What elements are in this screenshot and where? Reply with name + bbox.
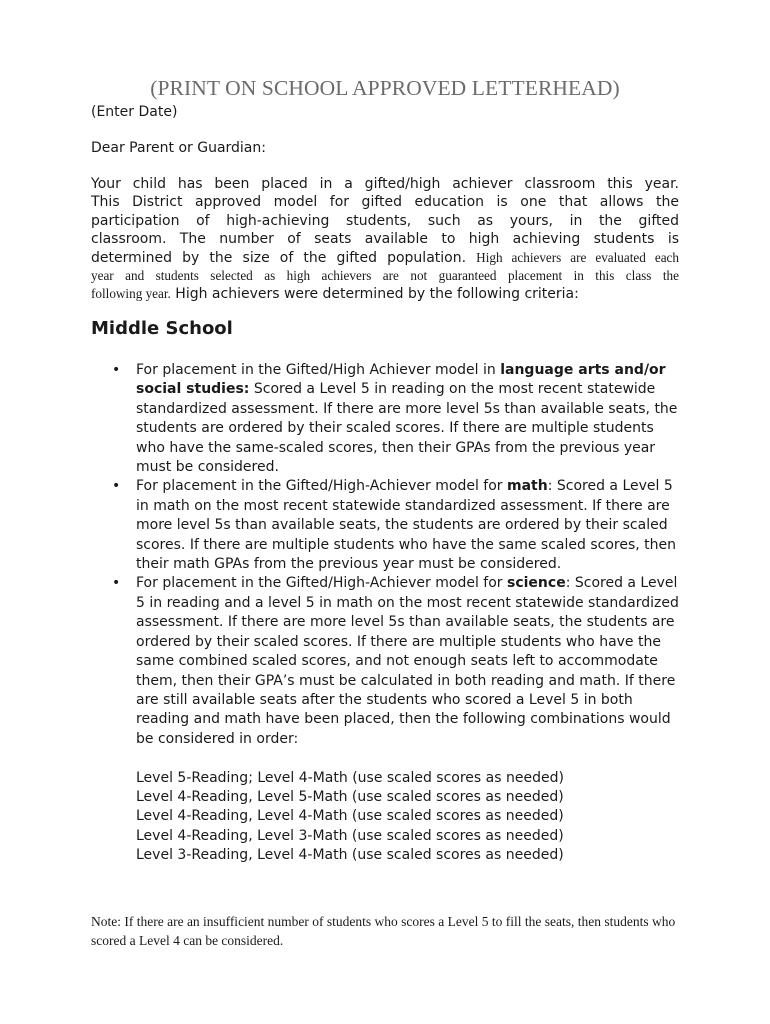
- intro-line: participation of high-achieving students, such as yours, in the gifted: [91, 212, 679, 229]
- salutation: Dear Parent or Guardian:: [91, 140, 266, 156]
- combination-item: Level 5-Reading; Level 4-Math (use scaled scores as needed): [136, 769, 564, 786]
- criteria-item-science: [112, 574, 682, 865]
- intro-text-serif: following year.: [91, 286, 171, 302]
- combination-item: Level 3-Reading, Level 4-Math (use scaled scores as needed): [136, 847, 564, 864]
- criteria-item-language-arts: [112, 361, 682, 477]
- intro-line: This District approved model for gifted education is one that allows the: [91, 194, 679, 211]
- criteria-text: : Scored a Level 5 in math on the most recent statewide standardized assessment. If there are more level 5s than available seats, the students are ordered by their scaled scores. If there are multiple students who have the same scaled scores, then their math GPAs from the previous year must be considered.: [136, 478, 676, 573]
- criteria-subject: science: [507, 575, 566, 592]
- intro-text: determined by the size of the gifted population.: [91, 249, 467, 266]
- criteria-text: : Scored a Level 5 in reading and a level 5 in math on the most recent statewide standardized assessment. If there are more level 5s than available seats, the students are ordered by their scaled scores. If there are multiple students who have the same combined scaled scores, and not enough seats left to accommodate them, then their GPA’s must be calculated in both reading and math. If there are still available seats after the students who scored a Level 5 in both reading and math have been placed, then the following combinations would be considered in order:: [136, 575, 679, 747]
- criteria-subject: math: [507, 478, 548, 495]
- intro-text: High achievers were determined by the following criteria:: [175, 286, 579, 303]
- intro-line: classroom. The number of seats available to high achieving students is: [91, 231, 679, 248]
- criteria-text: For placement in the Gifted/High-Achiever model for: [136, 478, 507, 495]
- intro-paragraph: [91, 175, 679, 304]
- criteria-text: For placement in the Gifted/High-Achiever model for: [136, 575, 507, 592]
- intro-line: [91, 249, 679, 267]
- letterhead-placeholder: (PRINT ON SCHOOL APPROVED LETTERHEAD): [150, 76, 620, 100]
- combination-item: Level 4-Reading, Level 4-Math (use scaled scores as needed): [136, 808, 564, 825]
- criteria-item-math: [112, 477, 682, 574]
- criteria-subject: language arts and/or social studies:: [136, 362, 666, 398]
- intro-text-serif: High achievers are evaluated each: [476, 249, 679, 265]
- combination-item: Level 4-Reading, Level 3-Math (use scaled scores as needed): [136, 827, 564, 844]
- intro-line-serif: year and students selected as high achievers are not guaranteed placement in this class the: [91, 267, 679, 283]
- combination-list: [136, 769, 682, 866]
- bullet-icon: •: [112, 362, 121, 378]
- intro-line: Your child has been placed in a gifted/high achiever classroom this year.: [91, 176, 679, 192]
- section-heading: Middle School: [91, 318, 233, 339]
- criteria-text: For placement in the Gifted/High Achiever model in: [136, 362, 501, 378]
- footnote: Note: If there are an insufficient number of students who scores a Level 5 to fill the seats, then students who scored a Level 4 can be considered.: [91, 914, 676, 948]
- criteria-list: [112, 361, 682, 865]
- bullet-icon: •: [112, 575, 121, 592]
- combination-item: Level 4-Reading, Level 5-Math (use scaled scores as needed): [136, 788, 564, 805]
- date-placeholder: (Enter Date): [91, 104, 178, 120]
- bullet-icon: •: [112, 478, 121, 495]
- intro-line: [91, 285, 679, 303]
- criteria-text: Scored a Level 5 in reading on the most recent statewide standardized assessment. If there are more level 5s than available seats, the students are ordered by their scaled scores. If there are multiple students who have the same-scaled scores, then their GPAs from the previous year must be considered.: [136, 381, 678, 476]
